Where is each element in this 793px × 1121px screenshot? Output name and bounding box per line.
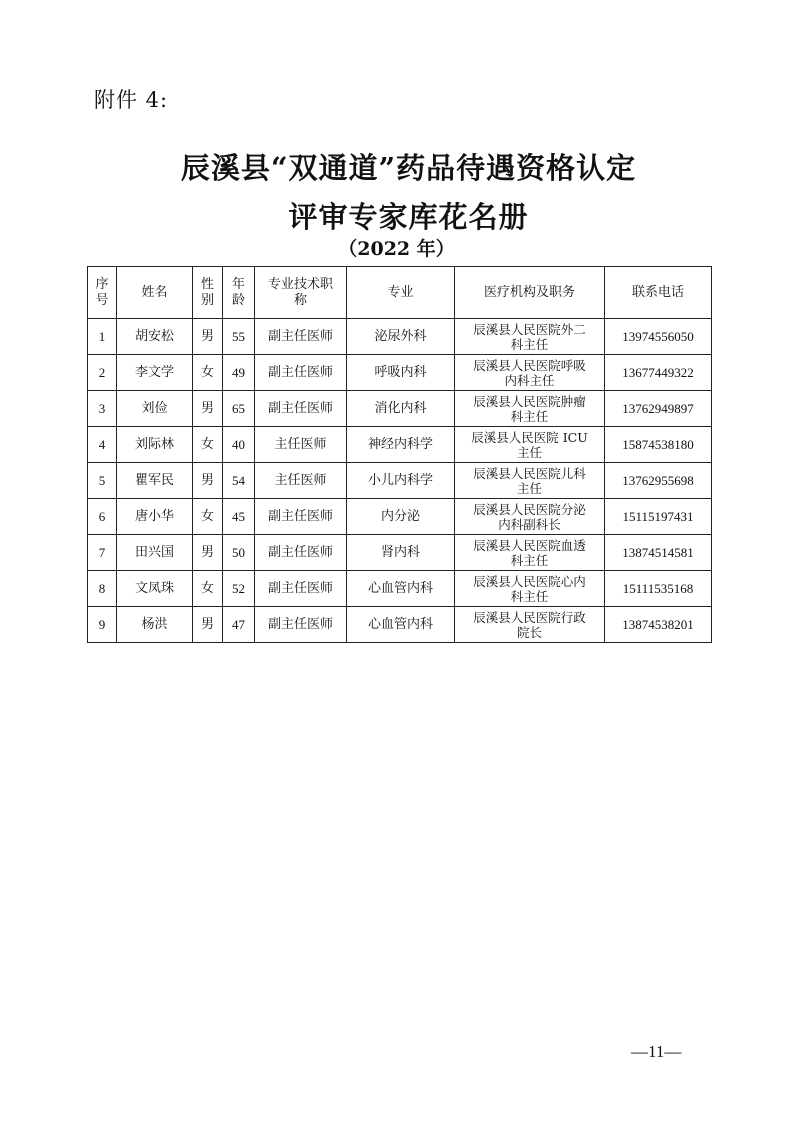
cell-phone: 15115197431	[605, 499, 712, 535]
cell-org: 辰溪县人民医院心内 科主任	[455, 571, 605, 607]
document-title-line1: 辰溪县“双通道”药品待遇资格认定	[180, 151, 637, 185]
cell-gender: 女	[193, 355, 223, 391]
cell-seq: 2	[88, 355, 117, 391]
cell-specialty: 消化内科	[347, 391, 455, 427]
cell-specialty: 肾内科	[347, 535, 455, 571]
cell-title: 副主任医师	[255, 571, 347, 607]
cell-title: 主任医师	[255, 427, 347, 463]
cell-gender: 男	[193, 463, 223, 499]
cell-age: 52	[223, 571, 255, 607]
table-row	[88, 427, 712, 463]
cell-specialty: 小儿内科学	[347, 463, 455, 499]
cell-title: 副主任医师	[255, 391, 347, 427]
cell-phone: 13677449322	[605, 355, 712, 391]
header-name: 姓名	[117, 267, 193, 319]
table-row	[88, 535, 712, 571]
cell-gender: 男	[193, 607, 223, 643]
table-row	[88, 391, 712, 427]
table-body	[88, 319, 712, 643]
cell-age: 49	[223, 355, 255, 391]
cell-seq: 7	[88, 535, 117, 571]
cell-org: 辰溪县人民医院肿瘤 科主任	[455, 391, 605, 427]
cell-name: 文凤珠	[117, 571, 193, 607]
cell-name: 刘俭	[117, 391, 193, 427]
cell-phone: 13762955698	[605, 463, 712, 499]
cell-specialty: 内分泌	[347, 499, 455, 535]
cell-seq: 5	[88, 463, 117, 499]
cell-gender: 男	[193, 535, 223, 571]
cell-name: 胡安松	[117, 319, 193, 355]
cell-gender: 男	[193, 391, 223, 427]
page-number: —11—	[631, 1042, 682, 1061]
cell-title: 副主任医师	[255, 607, 347, 643]
cell-org: 辰溪县人民医院 ICU 主任	[455, 427, 605, 463]
cell-seq: 4	[88, 427, 117, 463]
cell-age: 55	[223, 319, 255, 355]
cell-seq: 8	[88, 571, 117, 607]
cell-name: 瞿军民	[117, 463, 193, 499]
header-org: 医疗机构及职务	[455, 267, 605, 319]
cell-org: 辰溪县人民医院儿科 主任	[455, 463, 605, 499]
cell-gender: 男	[193, 319, 223, 355]
cell-specialty: 心血管内科	[347, 571, 455, 607]
cell-specialty: 呼吸内科	[347, 355, 455, 391]
header-age: 年 龄	[223, 267, 255, 319]
cell-title: 副主任医师	[255, 319, 347, 355]
cell-phone: 13974556050	[605, 319, 712, 355]
table-row	[88, 319, 712, 355]
cell-gender: 女	[193, 571, 223, 607]
header-gender: 性 别	[193, 267, 223, 319]
cell-gender: 女	[193, 499, 223, 535]
table-row	[88, 463, 712, 499]
header-phone: 联系电话	[605, 267, 712, 319]
cell-org: 辰溪县人民医院血透 科主任	[455, 535, 605, 571]
cell-age: 47	[223, 607, 255, 643]
cell-phone: 15874538180	[605, 427, 712, 463]
cell-name: 杨洪	[117, 607, 193, 643]
header-seq: 序 号	[88, 267, 117, 319]
cell-title: 副主任医师	[255, 499, 347, 535]
cell-age: 50	[223, 535, 255, 571]
cell-phone: 13874514581	[605, 535, 712, 571]
cell-age: 65	[223, 391, 255, 427]
header-specialty: 专业	[347, 267, 455, 319]
header-title: 专业技术职 称	[255, 267, 347, 319]
table-header-row	[88, 267, 712, 319]
cell-specialty: 泌尿外科	[347, 319, 455, 355]
cell-age: 40	[223, 427, 255, 463]
cell-org: 辰溪县人民医院分泌 内科副科长	[455, 499, 605, 535]
cell-org: 辰溪县人民医院外二 科主任	[455, 319, 605, 355]
cell-title: 主任医师	[255, 463, 347, 499]
expert-roster-table	[87, 266, 712, 643]
cell-title: 副主任医师	[255, 535, 347, 571]
cell-age: 54	[223, 463, 255, 499]
table-row	[88, 355, 712, 391]
cell-name: 李文学	[117, 355, 193, 391]
cell-specialty: 心血管内科	[347, 607, 455, 643]
table-row	[88, 499, 712, 535]
cell-gender: 女	[193, 427, 223, 463]
document-title-line2: 评审专家库花名册	[288, 200, 529, 234]
cell-org: 辰溪县人民医院呼吸 内科主任	[455, 355, 605, 391]
table-row	[88, 607, 712, 643]
cell-specialty: 神经内科学	[347, 427, 455, 463]
cell-phone: 13874538201	[605, 607, 712, 643]
cell-seq: 1	[88, 319, 117, 355]
year-label: （2022 年）	[338, 238, 455, 260]
cell-seq: 6	[88, 499, 117, 535]
cell-seq: 9	[88, 607, 117, 643]
cell-seq: 3	[88, 391, 117, 427]
cell-title: 副主任医师	[255, 355, 347, 391]
cell-org: 辰溪县人民医院行政 院长	[455, 607, 605, 643]
cell-name: 刘际林	[117, 427, 193, 463]
cell-phone: 15111535168	[605, 571, 712, 607]
cell-phone: 13762949897	[605, 391, 712, 427]
cell-age: 45	[223, 499, 255, 535]
cell-name: 唐小华	[117, 499, 193, 535]
cell-name: 田兴国	[117, 535, 193, 571]
table-row	[88, 571, 712, 607]
attachment-label: 附件 4:	[94, 88, 169, 112]
